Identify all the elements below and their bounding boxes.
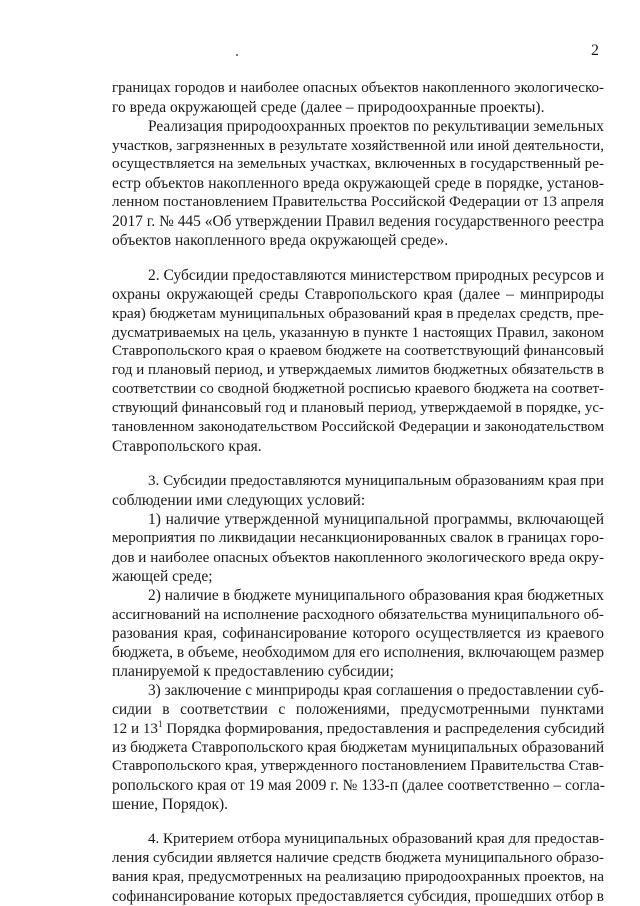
text-line: края) бюджетам муниципальных образований края в пределах средств, пре- [112, 305, 604, 322]
text-line: дов и наиболее опасных объектов накопленного экологического вреда окру- [112, 549, 605, 566]
text-line: дусматриваемых на цель, указанную в пункте 1 настоящих Правил, законом [112, 324, 604, 341]
text-line: сидии в соответствии с положениями, предусмотренными пунктами [112, 701, 604, 718]
text-line: участков, загрязненных в результате хозяйственной или иной деятельности, [112, 137, 604, 154]
text-line: разования края, софинансирование которого осуществляется из краевого [112, 625, 604, 642]
text-run: Порядка формирования, предоставления и распределения субсидий [166, 720, 605, 737]
text-line: ления субсидии является наличие средств бюджета муниципального образо- [112, 850, 604, 866]
text-line: ленном постановлением Правительства Российской Федерации от 13 апреля [112, 194, 604, 210]
text-line: охраны окружающей среды Ставропольского края (далее – минприроды [112, 286, 604, 303]
scan-speck [236, 54, 238, 56]
text-line: софинансирование которых предоставляется субсидия, прошедших отбор в [112, 888, 604, 905]
text-line: Ставропольского края. [112, 438, 262, 455]
text-line: 3. Субсидии предоставляются муниципальным образованиям края при [148, 473, 604, 489]
text-line: соответствии со сводной бюджетной росписью краевого бюджета на соответ- [112, 381, 604, 397]
text-line: Ставропольского края, утвержденного постановлением Правительства Став- [112, 758, 604, 774]
text-line: бюджета, в объеме, необходимом для его исполнения, включающем размер [112, 644, 604, 661]
text-line: мероприятия по ликвидации несанкционированных свалок в границах горо- [112, 530, 604, 546]
text-line: го вреда окружающей среде (далее – природоохранные проекты). [112, 99, 545, 116]
superscript: 1 [158, 719, 163, 729]
text-line: Реализация природоохранных проектов по рекультивации земельных [148, 118, 604, 135]
text-line: шение, Порядок). [112, 796, 229, 813]
text-line: границах городов и наиболее опасных объектов накопленного экологическо- [112, 80, 604, 96]
text-line: соблюдении ими следующих условий: [112, 492, 366, 509]
text-line: год и плановый период, и утверждаемых лимитов бюджетных обязательств в [112, 362, 604, 378]
text-line: ассигнований на исполнение расходного обязательства муниципального об- [112, 606, 604, 623]
text-line: планируемой к предоставлению субсидии; [112, 663, 394, 680]
text-line: объектов накопленного вреда окружающей среде». [112, 232, 449, 249]
text-run: 12 и 13 [112, 720, 159, 737]
text-line: 3) заключение с минприроды края соглашения о предоставлении суб- [148, 682, 604, 699]
page-number: 2 [591, 42, 599, 59]
text-line: тановленном законодательством Российской Федерации и законодательством [112, 419, 604, 435]
text-line: вания края, предусмотренных на реализацию природоохранных проектов, на [112, 869, 604, 885]
text-line [112, 719, 604, 738]
text-line: ствующий финансовый год и плановый период, утверждаемой в порядке, ус- [112, 400, 604, 416]
text-line: 2017 г. № 445 «Об утверждении Правил ведения государственного реестра [112, 213, 604, 230]
text-line: естр объектов накопленного вреда окружающей среде в порядке, установ- [112, 175, 604, 192]
text-line: жающей среде; [112, 568, 213, 585]
text-line: Ставропольского края о краевом бюджете на соответствующий финансовый [112, 343, 604, 359]
text-line: ропольского края от 19 мая 2009 г. № 133-п (далее соответственно – согла- [112, 777, 605, 794]
text-line: 2) наличие в бюджете муниципального образования края бюджетных [148, 587, 604, 604]
text-line: из бюджета Ставропольского края бюджетам муниципальных образований [112, 739, 605, 756]
text-line: 4. Критерием отбора муниципальных образований края для предостав- [148, 831, 605, 847]
text-line: 2. Субсидии предоставляются министерством природных ресурсов и [148, 267, 604, 284]
text-line: осуществляется на земельных участках, включенных в государственный ре- [112, 156, 604, 172]
text-line: 1) наличие утвержденной муниципальной программы, включающей [148, 511, 604, 528]
